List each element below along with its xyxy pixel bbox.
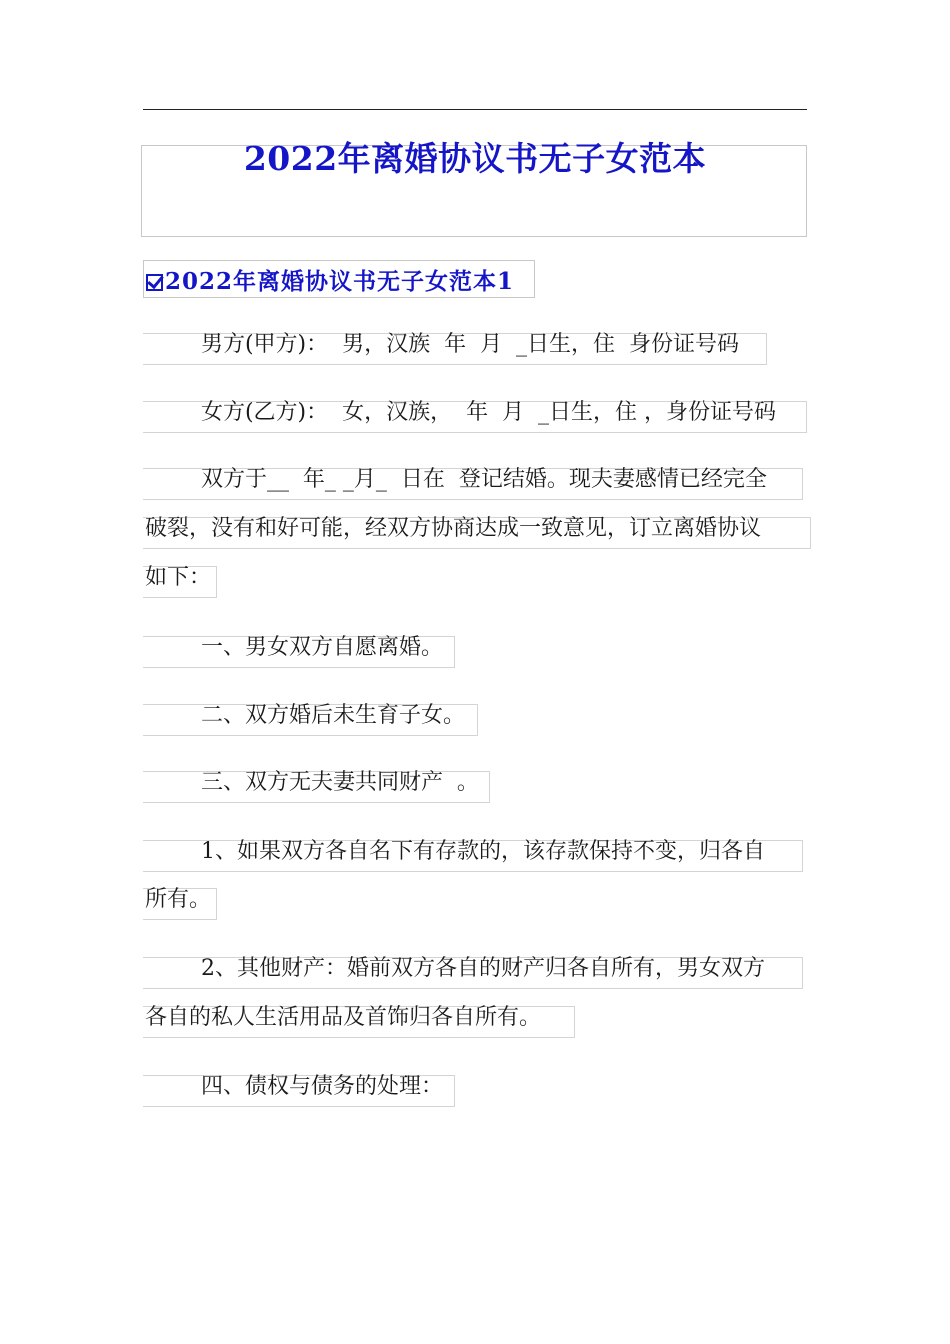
- top-rule: [143, 109, 807, 110]
- paragraph-line: 1、如果双方各自名下有存款的，该存款保持不变，归各自: [145, 839, 765, 864]
- paragraph-line: 一、男女双方自愿离婚。: [145, 635, 443, 660]
- paragraph-line: 三、双方无夫妻共同财产 。: [145, 770, 479, 795]
- paragraph-line: 四、债权与债务的处理：: [145, 1074, 443, 1099]
- paragraph-line: 破裂，没有和好可能，经双方协商达成一致意见，订立离婚协议: [145, 516, 762, 541]
- paragraph-line: 二、双方婚后未生育子女。: [145, 703, 465, 728]
- paragraph-line: 女方(乙方)： 女，汉族， 年 月 _日生，住 ，身份证号码: [145, 400, 777, 425]
- paragraph-line: 男方(甲方)： 男，汉族 年 月 _日生，住 身份证号码: [145, 332, 740, 357]
- paragraph-line: 如下：: [145, 565, 212, 590]
- paragraph-line: 各自的私人生活用品及首饰归各自所有。: [145, 1005, 542, 1030]
- checked-box-icon: [146, 274, 163, 291]
- section-heading-text: 2022年离婚协议书无子女范本1: [165, 267, 515, 295]
- paragraph-line: 所有。: [145, 887, 212, 912]
- paragraph-line: 2、其他财产：婚前双方各自的财产归各自所有，男女双方: [145, 956, 765, 981]
- section-heading: [143, 260, 535, 298]
- paragraph-line: 双方于__ 年_ _月_ 日在 登记结婚。现夫妻感情已经完全: [145, 467, 767, 492]
- document-title: 2022年离婚协议书无子女范本: [243, 139, 707, 178]
